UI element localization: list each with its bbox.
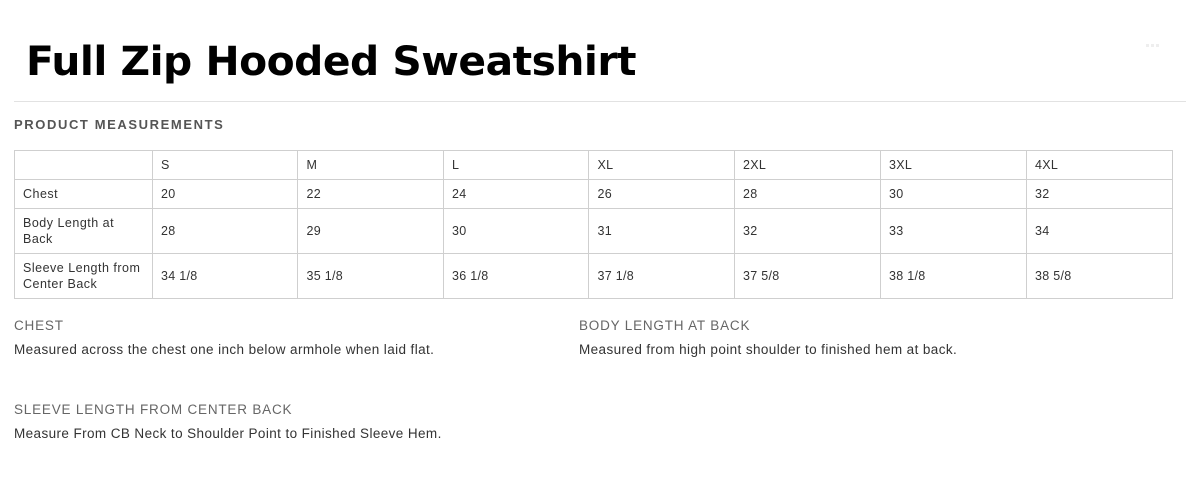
cell-body-2xl: 32 — [734, 209, 880, 254]
cell-sleeve-2xl: 37 5/8 — [734, 254, 880, 299]
table-header-row — [15, 151, 1173, 180]
page-title: Full Zip Hooded Sweatshirt — [26, 39, 637, 85]
note-chest — [14, 318, 434, 357]
title-divider — [14, 101, 1186, 102]
row-label-chest: Chest — [15, 180, 153, 209]
note-chest-text: Measured across the chest one inch below armhole when laid flat. — [14, 342, 435, 357]
table-header-s: S — [152, 151, 298, 180]
cell-sleeve-m: 35 1/8 — [298, 254, 444, 299]
cell-body-l: 30 — [443, 209, 589, 254]
note-body-length-at-back — [579, 318, 957, 357]
table-row — [15, 254, 1173, 299]
table-header-2xl: 2XL — [734, 151, 880, 180]
note-body-title: BODY LENGTH AT BACK — [579, 318, 751, 333]
cell-chest-3xl: 30 — [880, 180, 1026, 209]
cell-body-4xl: 34 — [1026, 209, 1172, 254]
cell-chest-4xl: 32 — [1026, 180, 1172, 209]
cell-body-m: 29 — [298, 209, 444, 254]
cell-body-s: 28 — [152, 209, 298, 254]
table-header-xl: XL — [589, 151, 735, 180]
cell-chest-s: 20 — [152, 180, 298, 209]
table-header-l: L — [443, 151, 589, 180]
cell-body-xl: 31 — [589, 209, 735, 254]
table-header-4xl: 4XL — [1026, 151, 1172, 180]
decorative-corner-mark — [1146, 44, 1164, 50]
note-body-text: Measured from high point shoulder to finished hem at back. — [579, 342, 958, 357]
table-header-m: M — [298, 151, 444, 180]
table-row — [15, 209, 1173, 254]
cell-chest-2xl: 28 — [734, 180, 880, 209]
cell-body-3xl: 33 — [880, 209, 1026, 254]
cell-chest-l: 24 — [443, 180, 589, 209]
row-label-sleeve-length-from-center-back: Sleeve Length from Center Back — [15, 254, 153, 299]
note-chest-title: CHEST — [14, 318, 64, 333]
note-sleeve-text: Measure From CB Neck to Shoulder Point to Finished Sleeve Hem. — [14, 426, 442, 441]
note-sleeve-length-from-center-back — [14, 402, 442, 441]
cell-sleeve-xl: 37 1/8 — [589, 254, 735, 299]
cell-chest-xl: 26 — [589, 180, 735, 209]
cell-sleeve-l: 36 1/8 — [443, 254, 589, 299]
cell-sleeve-3xl: 38 1/8 — [880, 254, 1026, 299]
note-sleeve-title: SLEEVE LENGTH FROM CENTER BACK — [14, 402, 293, 417]
table-row — [15, 180, 1173, 209]
cell-chest-m: 22 — [298, 180, 444, 209]
section-label-product-measurements: PRODUCT MEASUREMENTS — [14, 117, 225, 132]
cell-sleeve-s: 34 1/8 — [152, 254, 298, 299]
measurements-table — [14, 150, 1173, 299]
table-header-3xl: 3XL — [880, 151, 1026, 180]
cell-sleeve-4xl: 38 5/8 — [1026, 254, 1172, 299]
table-corner-cell — [15, 151, 153, 180]
row-label-body-length-at-back: Body Length at Back — [15, 209, 153, 254]
